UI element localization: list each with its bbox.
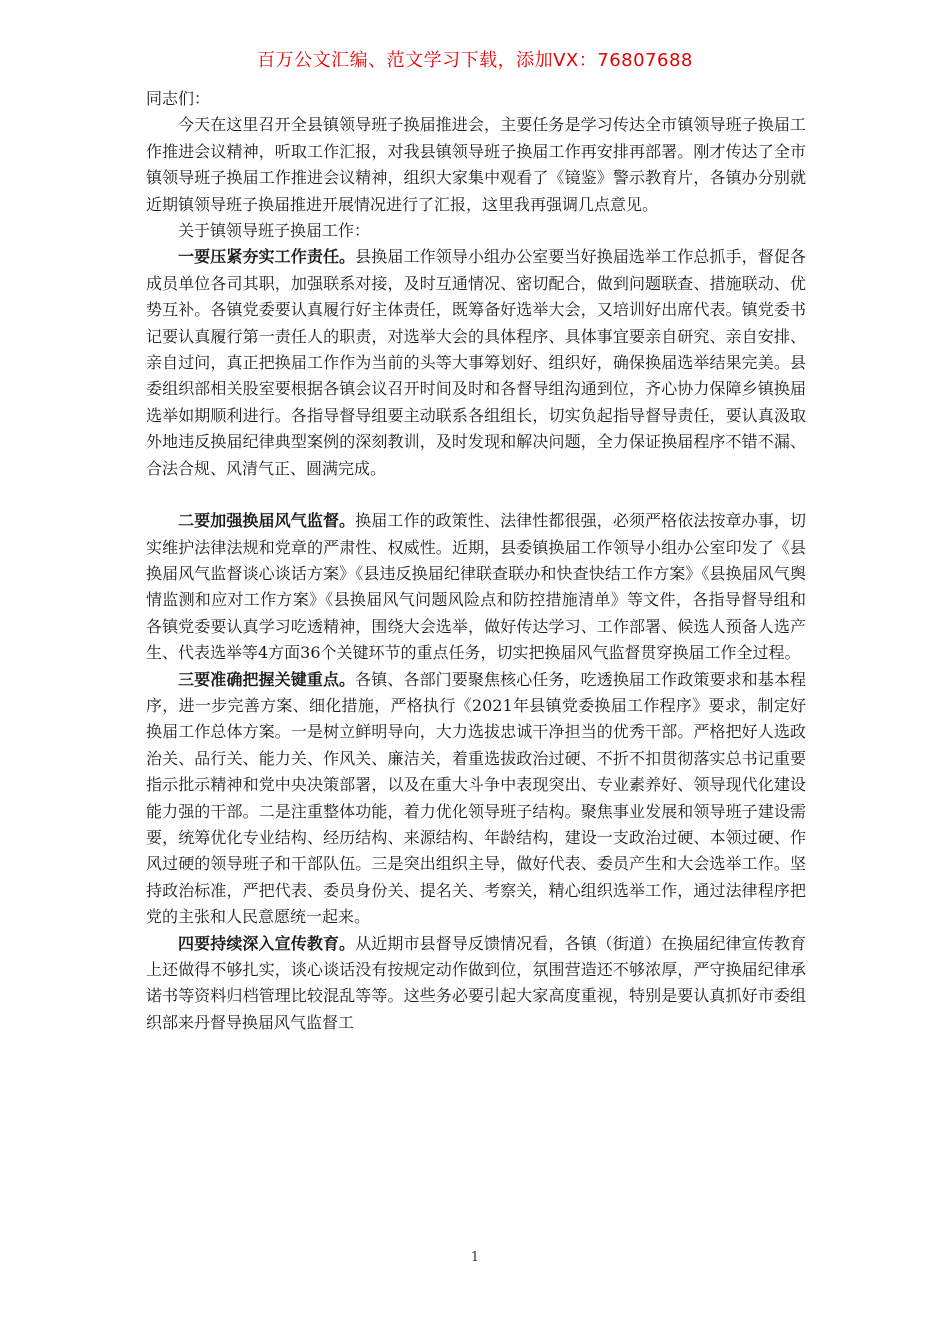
document-body xyxy=(146,86,806,1036)
point-title-4: 四要持续深入宣传教育。 xyxy=(178,933,356,953)
point-paragraph-2 xyxy=(146,508,806,666)
header-banner: 百万公文汇编、范文学习下载，添加VX：76807688 xyxy=(257,50,693,71)
point-title-1: 一要压紧夯实工作责任。 xyxy=(178,247,356,267)
page-number: 1 xyxy=(470,1250,480,1265)
point-paragraph-4 xyxy=(146,931,806,1037)
point-paragraph-3 xyxy=(146,667,806,931)
point-body-1: 县换届工作领导小组办公室要当好换届选举工作总抓手，督促各成员单位各司其职，加强联系对接，及时互通情况、密切配合，做到问题联查、措施联动、优势互补。各镇党委要认真履行好主体责任，既筹备好选举大会，又培训好出席代表。镇党委书记要认真履行第一责任人的职责，对选举大会的具体程序、具体事宜要亲自研究、亲自安排、亲自过问，真正把换届工作作为当前的头等大事筹划好、组织好，确保换届选举结果完美。县委组织部相关股室要根据各镇会议召开时间及时和各督导组沟通到位，齐心协力保障乡镇换届选举如期顺利进行。各指导督导组要主动联系各组组长，切实负起指导督导责任，要认真汲取外地违反换届纪律典型案例的深刻教训，及时发现和解决问题，全力保证换届程序不错不漏、合法合规、风清气正、圆满完成。 xyxy=(146,247,806,478)
section-heading: 关于镇领导班子换届工作： xyxy=(178,221,371,241)
point-body-3: 各镇、各部门要聚焦核心任务，吃透换届工作政策要求和基本程序，进一步完善方案、细化措施，严格执行《2021年县镇党委换届工作程序》要求，制定好换届工作总体方案。一是树立鲜明导向，大力选拔忠诚干净担当的优秀干部。严格把好人选政治关、品行关、能力关、作风关、廉洁关，着重选拔政治过硬、不折不扣贯彻落实总书记重要指示批示精神和党中央决策部署，以及在重大斗争中表现突出、专业素养好、领导现代化建设能力强的干部。二是注重整体功能，着力优化领导班子结构。聚焦事业发展和领导班子建设需要，统筹优化专业结构、经历结构、来源结构、年龄结构，建设一支政治过硬、本领过硬、作风过硬的领导班子和干部队伍。三是突出组织主导，做好代表、委员产生和大会选举工作。坚持政治标准，严把代表、委员身份关、提名关、考察关，精心组织选举工作，通过法律程序把党的主张和人民意愿统一起来。 xyxy=(146,669,806,927)
point-title-3: 三要准确把握关键重点。 xyxy=(178,669,356,689)
salutation: 同志们： xyxy=(146,89,211,108)
point-body-4: 从近期市县督导反馈情况看，各镇（街道）在换届纪律宣传教育上还做得不够扎实，谈心谈话没有按规定动作做到位，氛围营造还不够浓厚，严守换届纪律承诺书等资料归档管理比较混乱等等。这些务必要引起大家高度重视，特别是要认真抓好市委组织部来丹督导换届风气监督工 xyxy=(146,933,806,1032)
point-body-2: 换届工作的政策性、法律性都很强，必须严格依法按章办事，切实维护法律法规和党章的严肃性、权威性。近期，县委镇换届工作领导小组办公室印发了《县换届风气监督谈心谈话方案》《县违反换届纪律联查联办和快查快结工作方案》《县换届风气舆情监测和应对工作方案》《县换届风气问题风险点和防控措施清单》等文件，各指导督导组和各镇党委要认真学习吃透精神，围绕大会选举，做好传达学习、工作部署、候选人预备人选产生、代表选举等4方面36个关键环节的重点任务，切实把换届风气监督贯穿换届工作全过程。 xyxy=(146,511,806,663)
point-paragraph-1 xyxy=(146,244,806,482)
intro-paragraph: 今天在这里召开全县镇领导班子换届推进会，主要任务是学习传达全市镇领导班子换届工作推进会议精神，听取工作汇报，对我县镇领导班子换届工作再安排再部署。刚才传达了全市镇领导班子换届工作推进会议精神，组织大家集中观看了《镜鉴》警示教育片，各镇办分别就近期镇领导班子换届推进开展情况进行了汇报，这里我再强调几点意见。 xyxy=(146,115,806,214)
point-title-2: 二要加强换届风气监督。 xyxy=(178,511,356,531)
